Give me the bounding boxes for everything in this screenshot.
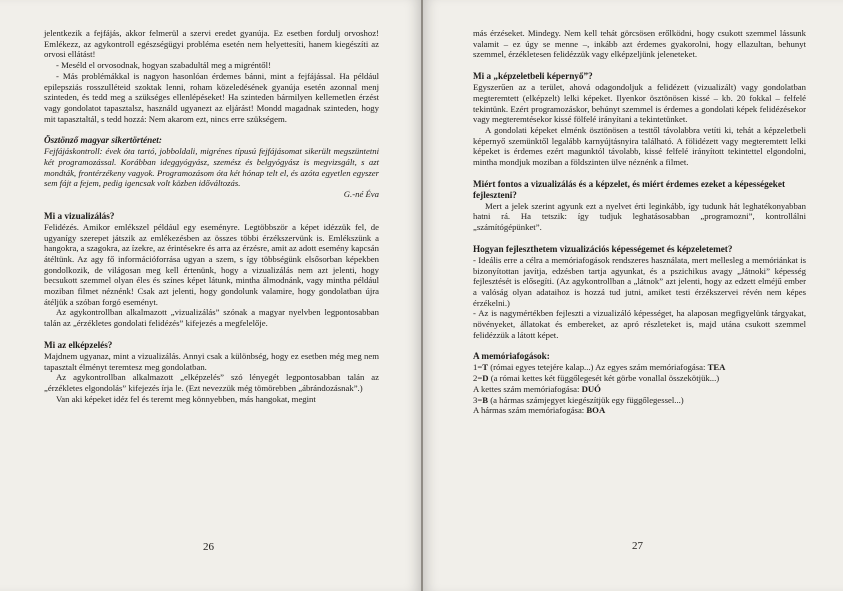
right-column [473,28,806,416]
paragraph: Van aki képeket idéz fel és teremt meg könnyebben, más hangokat, megint [56,393,316,404]
paragraph: Mert a jelek szerint agyunk ezt a nyelvet érti leginkább, így tudunk hát leghatékonyabban hatni rá. Ha tetszik: így tudjuk leghatásosabban „programozni”, kontrollálni „számítógépünket”. [473,200,806,233]
testimonial-text: Fejfájáskontroll: évek óta tartó, jobboldali, migrénes típusú fejfájásomat sikerült megszüntetni két programozással. Korábban ideggyógyász, szemész és belgyógyász is megvizsgált, s azt mondták, frontérzékeny vagyok. Programozásom óta két hónap telt el, és azóta egyetlen egyszer sem fájt a fejem, pedig igencsak volt közben időváltozás. [44,146,379,189]
paragraph: - Ideális erre a célra a memóriafogások rendszeres használata, mert mellesleg a memóriánkat is bizonyítottan javítja, edzésben tartja agyunkat, és a pszichikus avagy „Játnoki” képesség fejlesztését is elősegíti. (Az agykontrollban a „látnok” azt jelenti, hogy az edzett elméjű ember a valóság olyan adataihoz is hozzá tud jutni, amiket testi érzékszervei révén nem képes érzékelni.) [473,254,806,308]
list-item: A hármas szám memóriafogása: BOA [473,405,606,416]
section-heading: Mi a „képzeletbeli képernyő”? [473,71,593,82]
right-page [423,0,843,591]
section-heading: Hogyan fejleszthetem vizualizációs képességemet és képzeletemet? [473,243,733,254]
paragraph: más érzéseket. Mindegy. Nem kell tehát görcsösen erőlködni, hogy csukott szemmel lássunk valamit – ez úgy se menne –, inkább azt érdemes gyakorolni, hogy ellazultan, behunyt szemmel, érzékletesen felidézzük vagy elképzeljünk jeleneteket. [473,28,806,60]
page-number: 27 [632,540,643,552]
section-heading: A memóriafogások: [473,351,550,362]
paragraph: Majdnem ugyanaz, mint a vizualizálás. Annyi csak a különbség, hogy ez esetben még meg nem tapasztalt élményt teremtesz meg gondolatban. [44,350,379,372]
mnemonic-list [473,362,806,416]
paragraph: Az agykontrollban alkalmazott „elképzelés” szó lényegét legpontosabban talán az „érzékletes elgondolás” kifejezés írja le. (Ezt nevezzük még tömörebben „ábrándozásnak”.) [44,372,379,393]
list-item: 2=D (a római kettes két függőlegesét két görbe vonallal összekötjük...) [473,373,720,384]
left-column [44,28,379,404]
paragraph: - Más problémákkal is nagyon hasonlóan érdemes bánni, mint a fejfájással. Ha például epilepsziás rosszulléteid szoktak lenni, roham közeledésének gyanúja esetén azonnal menj szinteden, és tedd meg a szükséges ellenlépéseket! Ha szinteden bármilyen kellemetlen érzést vagy gondolatot tapasztalsz, használd ugyanezt az eljárást! Mondd magadnak szinteden, hogy mit tapasztaltál, s tedd hozzá: Nem akarom ezt, nincs erre szükségem. [44,70,379,124]
list-item: A kettes szám memóriafogása: DUÓ [473,383,601,394]
paragraph: Egyszerűen az a terület, ahová odagondoljuk a felidézett (vizualizált) vagy gondolatban megteremtett (elképzelt) lelki képeket. Ilyenkor ösztönösen kissé – kb. 20 fokkal – felfelé tekintünk. Ezért programozáskor, behúnyt szemmel is érdemes a gondolati képek felidézésekor vagy megteremtésekor kissé fölfelé irányítani a tekintetünket. [473,82,806,125]
section-heading: Ösztönző magyar sikertörténet: [44,135,162,146]
page-number: 26 [203,541,214,553]
paragraph: jelentkezik a fejfájás, akkor felmerül a szervi eredet gyanúja. Ez esetben fordulj orvoshoz! Emlékezz, az agykontroll egészségügyi probléma esetén nem helyettesíti, hanem kiegészíti az orvosi ellátást! [44,28,379,60]
left-page [0,0,421,591]
section-heading: Mi az elképzelés? [44,339,113,350]
paragraph: A gondolati képeket elménk ösztönösen a testtől távolabbra vetíti ki, tehát a képzeletbeli képernyő szemünktől legalább karnyújtásnyira található. A fölidézett vagy megteremtett lelki képeket is érdemes ezért magunktól távolabb, kissé felfelé irányított tekintettel elgondolni, mintha mondjuk moziban a földszinten ülve néznénk a filmet. [473,124,806,168]
section-heading: Mi a vizualizálás? [44,210,115,221]
section-heading: Miért fontos a vizualizálás és a képzelet, és miért érdemes ezeket a képességeket fejleszteni? [473,178,786,200]
paragraph: Felidézés. Amikor emlékszel például egy eseményre. Legtöbbször a képet idézzük fel, de ugyanígy szerepet játszik az emlékezésben az összes többi érzékszervünk is. Emlékszünk a hangokra, a szagokra, az ízekre, az érintésekre és arra az érzésre, amit az adott esemény kapcsán átéltünk. Az agy fő információforrása ugyan a szem, s így többségünk elsősorban képekben gondolkozik, de világosan meg kell értenünk, hogy a vizualizálás nem azt jelenti, hogy becsukott szemmel olyan éles és színes képet látunk, mintha álmodnánk, vagy mintha például moziban filmet néznénk! Csak azt jelenti, hogy gondolunk valamire, hogy gondolatban újra átéljük a szóban forgó eseményt. [44,221,379,307]
paragraph: - Meséld el orvosodnak, hogyan szabadultál meg a migréntől! [56,60,271,71]
list-item: 1=T (római egyes tetejére kalap...) Az egyes szám memóriafogása: TEA [473,362,726,373]
list-item: 3=B (a hármas számjegyet kiegészítjük egy függőlegessel...) [473,394,684,405]
paragraph: Az agykontrollban alkalmazott „vizualizálás” szónak a magyar nyelvben legpontosabban talán az „érzékletes gondolati felidézés” kifejezés a megfelelője. [44,307,379,329]
paragraph: - Az is nagymértékben fejleszti a vizualizáló képességet, ha alaposan megfigyelünk tárgyakat, növényeket, állatokat és embereket, az apró részleteket is, majd utána csukott szemmel felidézzük a látott képet. [473,308,806,340]
testimonial-signature: G.-né Éva [343,189,379,200]
